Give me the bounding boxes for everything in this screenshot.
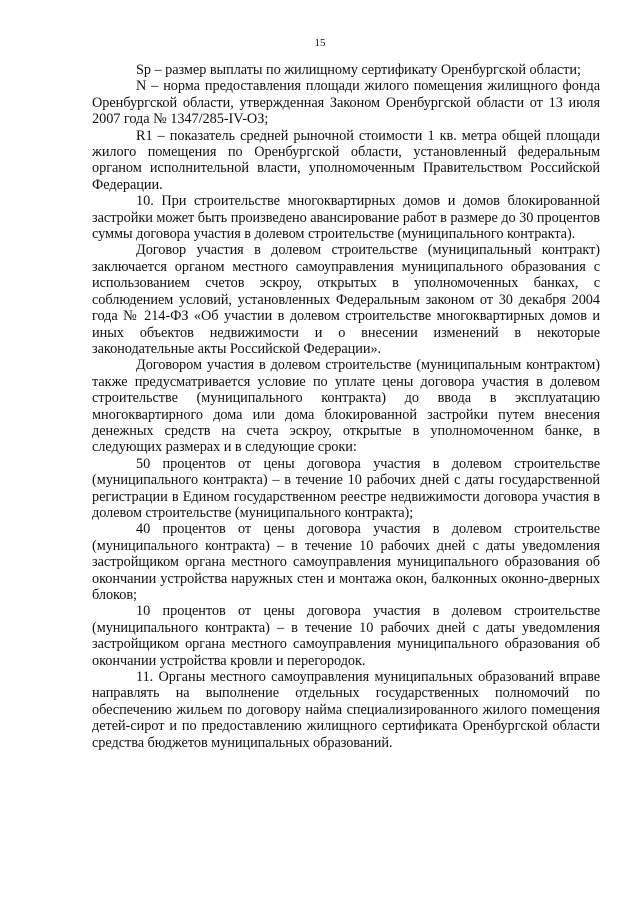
paragraph-n-definition: N – норма предоставления площади жилого помещения жилищного фонда Оренбургской области, утвержденная Законом Оренбургской области от 13 июля 2007 года № 1347/285-IV-ОЗ; — [92, 78, 600, 128]
paragraph-clause-10: 10. При строительстве многоквартирных домов и домов блокированной застройки может быть произведено авансирование работ в размере до 30 процентов суммы договора участия в долевом строительстве (муниципального контракта). — [92, 193, 600, 243]
paragraph-sp-definition: Sp – размер выплаты по жилищному сертификату Оренбургской области; — [136, 62, 581, 78]
paragraph-contract-escrow: Договор участия в долевом строительстве (муниципальный контракт) заключается органом местного самоуправления муниципального образования с использованием счетов эскроу, открытых в уполномоченных банках, с соблюдением условий, установленных Федеральным законом от 30 декабря 2004 года № 214-ФЗ «Об участии в долевом строительстве многоквартирных домов и иных объектов недвижимости и о внесении изменений в некоторые законодательные акты Российской Федерации». — [92, 242, 600, 357]
paragraph-payment-40: 40 процентов от цены договора участия в долевом строительстве (муниципального контракта) – в течение 10 рабочих дней с даты уведомления застройщиком органа местного самоуправления муниципального образования об окончании устройства наружных стен и монтажа окон, балконных оконно-дверных блоков; — [92, 521, 600, 603]
paragraph-r1-definition: R1 – показатель средней рыночной стоимости 1 кв. метра общей площади жилого помещения по Оренбургской области, установленный федеральным органом исполнительной власти, уполномоченным Правительством Российской Федерации. — [92, 127, 600, 193]
paragraph-payment-10: 10 процентов от цены договора участия в долевом строительстве (муниципального контракта) – в течение 10 рабочих дней с даты уведомления застройщиком органа местного самоуправления муниципального образования об окончании устройства кровли и перегородок. — [92, 603, 600, 669]
document-body — [92, 62, 600, 751]
page-number: 15 — [314, 37, 326, 49]
paragraph-clause-11: 11. Органы местного самоуправления муниципальных образований вправе направлять на выполнение отдельных государственных полномочий по обеспечению жильем по договору найма специализированного жилого помещения детей-сирот и по предоставлению жилищного сертификата Оренбургской области средства бюджетов муниципальных образований. — [92, 669, 600, 751]
paragraph-payment-terms: Договором участия в долевом строительстве (муниципальным контрактом) также предусматривается условие по уплате цены договора участия в долевом строительстве (муниципального контракта) до ввода в эксплуатацию многоквартирного дома или дома блокированной застройки путем внесения денежных средств на счета эскроу, открытые в уполномоченном банке, в следующих размерах и в следующие сроки: — [92, 357, 600, 456]
paragraph-payment-50: 50 процентов от цены договора участия в долевом строительстве (муниципального контракта) – в течение 10 рабочих дней с даты государственной регистрации в Едином государственном реестре недвижимости договора участия в долевом строительстве (муниципального контракта); — [92, 455, 600, 521]
